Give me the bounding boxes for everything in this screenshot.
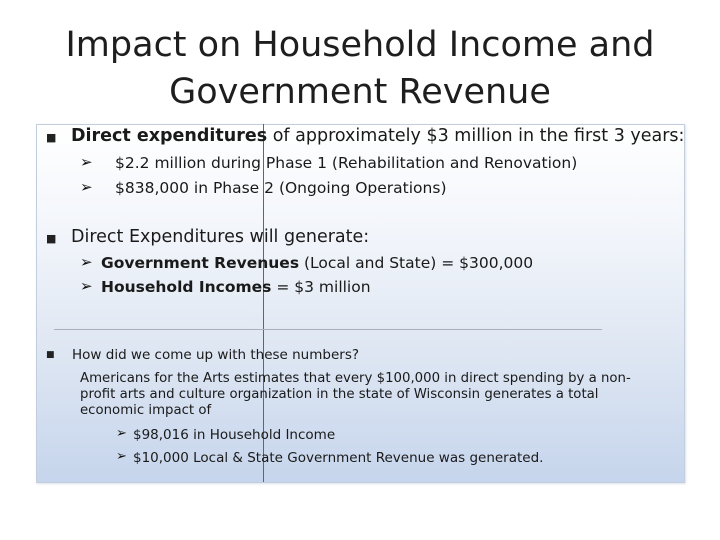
arrow-bullet-icon: ➢ <box>116 426 127 441</box>
household-incomes-label: Household Incomes <box>101 278 272 296</box>
bullet-will-generate: Direct Expenditures will generate: <box>71 227 370 247</box>
title-line-2: Government Revenue <box>169 72 551 112</box>
bullet-direct-expenditures <box>71 126 684 146</box>
arrow-bullet-icon: ➢ <box>80 253 93 271</box>
square-bullet-icon: ■ <box>46 232 57 245</box>
arrow-bullet-icon: ➢ <box>80 277 93 295</box>
square-bullet-icon: ■ <box>46 350 55 360</box>
arrow-bullet-icon: ➢ <box>80 153 93 171</box>
government-revenues-label: Government Revenues <box>101 254 300 272</box>
square-bullet-icon: ■ <box>46 131 57 144</box>
bullet-bold-text: Direct expenditures <box>71 126 268 146</box>
sub-bullet-phase1: $2.2 million during Phase 1 (Rehabilitation and Renovation) <box>115 154 578 172</box>
sub-bullet-government-revenues <box>101 254 533 272</box>
government-revenues-value: (Local and State) = $300,000 <box>299 254 534 272</box>
slide-title <box>40 22 680 116</box>
title-line-1: Impact on Household Income and <box>65 25 655 65</box>
household-incomes-value: = $3 million <box>271 278 371 296</box>
arrow-bullet-icon: ➢ <box>80 178 93 196</box>
sub-bullet-phase2: $838,000 in Phase 2 (Ongoing Operations) <box>115 179 447 197</box>
sub-bullet-government-revenue: $10,000 Local & State Government Revenue was generated. <box>133 450 544 466</box>
bullet-text: of approximately $3 million in the first 3 years: <box>267 126 685 146</box>
horizontal-divider <box>54 329 602 330</box>
question-text: How did we come up with these numbers? <box>72 347 360 363</box>
arrow-bullet-icon: ➢ <box>116 449 127 464</box>
sub-bullet-household-income: $98,016 in Household Income <box>133 427 336 443</box>
explanation-paragraph: Americans for the Arts estimates that every $100,000 in direct spending by a non-profit arts and culture organization in the state of Wisconsin generates a total economic impact of <box>80 371 631 418</box>
sub-bullet-household-incomes <box>101 278 371 296</box>
